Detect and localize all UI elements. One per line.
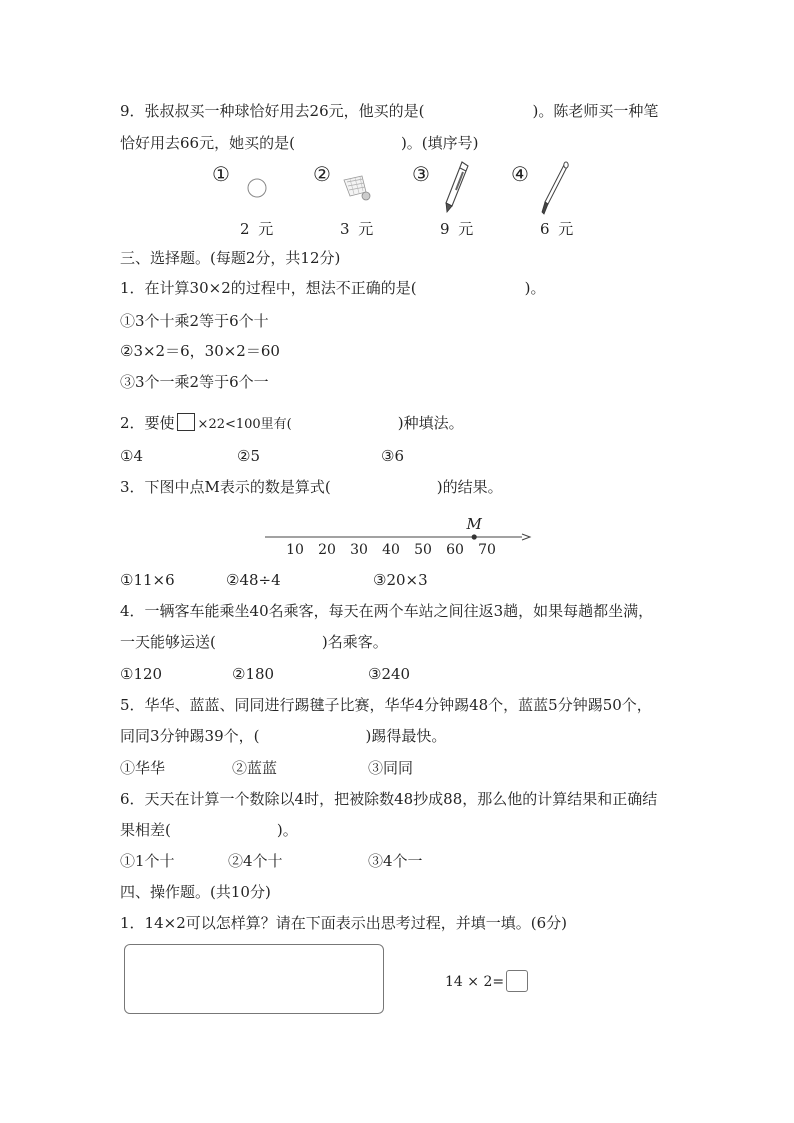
s3-q2-option-1[interactable]: ①4 xyxy=(120,447,143,465)
answer-box[interactable] xyxy=(506,970,528,992)
q9-line2-text-b: )。(填序号) xyxy=(400,134,479,152)
number-line-tick-label: 70 xyxy=(478,542,496,558)
q9-item-3-number: ③ xyxy=(412,162,430,186)
pen-icon xyxy=(442,160,470,214)
number-line-tick-label: 30 xyxy=(350,542,368,558)
s3-q2-stem-b: )种填法。 xyxy=(397,414,464,432)
s3-q4-line2-b: )名乘客。 xyxy=(321,633,388,651)
s3-q4-option-1[interactable]: ①120 xyxy=(120,665,163,683)
s3-q5-line2-a: 同同3分钟踢39个，( xyxy=(120,727,260,745)
brush-pen-icon xyxy=(540,160,570,216)
s3-q1-option-3[interactable]: ③3个一乘2等于6个一 xyxy=(120,373,269,391)
s3-q6-option-3[interactable]: ③4个一 xyxy=(368,852,423,870)
s3-q3-option-3[interactable]: ③20×3 xyxy=(373,571,428,589)
s3-q5-line2 xyxy=(120,726,446,746)
s3-q1-stem xyxy=(120,278,545,298)
number-line-tick-label: 40 xyxy=(382,542,400,558)
s3-q5-option-1[interactable]: ①华华 xyxy=(120,759,166,777)
s3-q1-option-2[interactable]: ②3×2＝6，30×2＝60 xyxy=(120,342,280,360)
s3-q6-line2-a: 果相差( xyxy=(120,821,171,839)
s3-q3-option-2[interactable]: ②48÷4 xyxy=(226,571,281,589)
q9-item-2-price: 3 元 xyxy=(340,220,376,238)
thinking-process-box[interactable] xyxy=(124,944,384,1014)
point-m-label: M xyxy=(466,515,482,533)
number-line-tick-label: 10 xyxy=(286,542,304,558)
s3-q2-stem-mid: ×22<100里有( xyxy=(197,417,292,432)
q9-item-4-number: ④ xyxy=(511,162,529,186)
number-line-tick-label: 50 xyxy=(414,542,432,558)
s3-q3-stem xyxy=(120,477,503,497)
s3-q1-stem-a: 1．在计算30×2的过程中，想法不正确的是( xyxy=(120,279,417,297)
q9-line2-text-a: 恰好用去66元，她买的是( xyxy=(120,134,295,152)
s4-q1-stem: 1．14×2可以怎样算？请在下面表示出思考过程，并填一填。(6分) xyxy=(120,914,567,932)
s3-q1-stem-b: )。 xyxy=(524,279,546,297)
s3-q4-line2-a: 一天能够运送( xyxy=(120,633,216,651)
q9-item-2-number: ② xyxy=(313,162,331,186)
s3-q4-option-2[interactable]: ②180 xyxy=(232,665,275,683)
q9-item-1-price: 2 元 xyxy=(240,220,276,238)
shuttlecock-icon xyxy=(340,170,374,204)
s3-q4-line1: 4．一辆客车能乘坐40名乘客，每天在两个车站之间往返3趟，如果每趟都坐满， xyxy=(120,602,654,620)
s3-q6-option-1[interactable]: ①1个十 xyxy=(120,852,175,870)
s3-q5-option-2[interactable]: ②蓝蓝 xyxy=(232,759,278,777)
number-line-tick-label: 20 xyxy=(318,542,336,558)
s3-q2-option-2[interactable]: ②5 xyxy=(237,447,260,465)
point-m-marker xyxy=(472,534,477,539)
q9-line1 xyxy=(120,101,658,121)
s3-q1-option-1[interactable]: ①3个十乘2等于6个十 xyxy=(120,312,269,330)
q9-line1-text-b: )。陈老师买一种笔 xyxy=(532,102,659,120)
s4-q1-equation xyxy=(445,970,528,992)
q9-line2 xyxy=(120,133,479,153)
s3-q6-line2 xyxy=(120,820,298,840)
q9-item-4-price: 6 元 xyxy=(540,220,576,238)
s3-q2-stem xyxy=(120,413,464,435)
s3-q4-option-3[interactable]: ③240 xyxy=(368,665,411,683)
section3-heading: 三、选择题。(每题2分，共12分) xyxy=(120,249,341,267)
section4-heading: 四、操作题。(共10分) xyxy=(120,883,271,901)
s3-q3-stem-a: 3．下图中点M表示的数是算式( xyxy=(120,478,331,496)
number-line-tick-label: 60 xyxy=(446,542,464,558)
s3-q3-option-1[interactable]: ①11×6 xyxy=(120,571,175,589)
s3-q6-option-2[interactable]: ②4个十 xyxy=(228,852,283,870)
s4-q1-equation-text: 14 × 2= xyxy=(445,974,505,990)
s3-q3-stem-b: )的结果。 xyxy=(436,478,503,496)
q9-line1-text-a: 9．张叔叔买一种球恰好用去26元，他买的是( xyxy=(120,102,425,120)
s3-q2-option-3[interactable]: ③6 xyxy=(381,447,404,465)
q9-item-1-number: ① xyxy=(212,162,230,186)
ball-icon xyxy=(246,177,268,199)
fill-in-box[interactable] xyxy=(177,413,195,431)
s3-q2-stem-a: 2．要使 xyxy=(120,414,175,432)
s3-q5-line2-b: )踢得最快。 xyxy=(365,727,447,745)
s3-q4-line2 xyxy=(120,632,388,652)
s3-q5-option-3[interactable]: ③同同 xyxy=(368,759,414,777)
number-line xyxy=(260,510,540,560)
s3-q6-line1: 6．天天在计算一个数除以4时，把被除数48抄成88，那么他的计算结果和正确结 xyxy=(120,790,658,808)
s3-q5-line1: 5．华华、蓝蓝、同同进行踢毽子比赛，华华4分钟踢48个，蓝蓝5分钟踢50个， xyxy=(120,696,652,714)
q9-item-3-price: 9 元 xyxy=(440,220,476,238)
s3-q6-line2-b: )。 xyxy=(276,821,298,839)
number-line-arrow xyxy=(522,534,530,540)
